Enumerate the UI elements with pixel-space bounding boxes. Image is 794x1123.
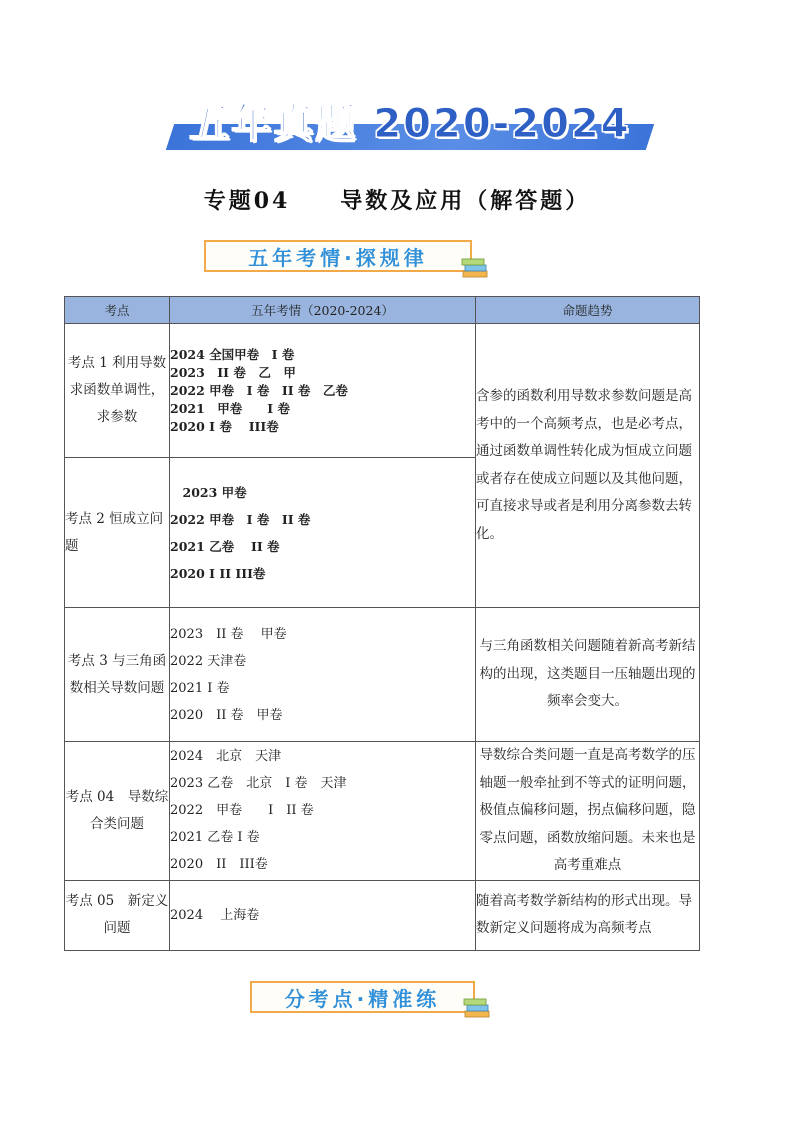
table-header-row	[65, 297, 700, 324]
year-line: 2023 II 卷 甲卷	[170, 626, 287, 642]
year-line: 2024 上海卷	[170, 907, 260, 923]
year-line: 2023 II 卷 乙 甲	[170, 364, 296, 380]
trend-cell: 随着高考数学新结构的形式出现。导数新定义问题将成为高频考点	[476, 880, 700, 950]
year-line: 2022 甲卷 I 卷 II 卷 乙卷	[170, 382, 348, 398]
year-line: 2022 甲卷 I II 卷	[170, 803, 314, 819]
books-icon	[460, 258, 490, 280]
table-row	[65, 324, 700, 458]
year-line: 2021 乙卷 II 卷	[170, 538, 280, 554]
year-line: 2020 I 卷 III卷	[170, 418, 279, 434]
section-tag-overview-label: 五年考情·探规律	[248, 245, 428, 270]
header-kaodian: 考点	[65, 297, 170, 324]
section-tag-practice	[250, 981, 475, 1013]
year-line: 2020 II 卷 甲卷	[170, 707, 283, 723]
year-line: 2020 II III卷	[170, 857, 268, 873]
kaodian-cell: 考点 04 导数综合类问题	[65, 742, 170, 881]
document-title: 专题04 导数及应用（解答题）	[203, 188, 591, 214]
table-row	[65, 880, 700, 950]
books-icon	[462, 998, 492, 1020]
kaodian-cell: 考点 3 与三角函数相关导数问题	[65, 608, 170, 742]
header-years: 五年考情（2020-2024）	[170, 297, 476, 324]
year-line: 2022 甲卷 I 卷 II 卷	[170, 511, 311, 527]
year-line: 2022 天津卷	[170, 653, 247, 669]
trend-cell: 导数综合类问题一直是高考数学的压轴题一般牵扯到不等式的证明问题，极值点偏移问题，拐点偏移问题，隐零点问题，函数放缩问题。未来也是高考重难点	[476, 742, 700, 881]
trend-cell: 含参的函数利用导数求参数问题是高考中的一个高频考点，也是必考点，通过函数单调性转化成为恒成立问题或者存在使成立问题以及其他问题，可直接求导或者是利用分离参数去转化。	[476, 324, 700, 608]
section-tag-practice-label: 分考点·精准练	[284, 986, 441, 1011]
banner-title: 五年真题 2020-2024	[189, 101, 631, 147]
year-line: 2023 甲卷	[170, 484, 247, 500]
section-tag-overview	[204, 240, 472, 272]
kaodian-cell: 考点 2 恒成立问题	[65, 458, 170, 608]
years-cell	[170, 608, 476, 742]
year-line: 2024 全国甲卷 I 卷	[170, 346, 295, 362]
years-cell	[170, 458, 476, 608]
year-line: 2020 I II III卷	[170, 565, 266, 581]
years-cell	[170, 742, 476, 881]
trend-cell: 与三角函数相关问题随着新高考新结构的出现，这类题目一压轴题出现的频率会变大。	[476, 608, 700, 742]
year-line: 2021 甲卷 I 卷	[170, 400, 290, 416]
exam-overview-table	[64, 296, 700, 951]
year-line: 2024 北京 天津	[170, 749, 282, 765]
year-line: 2023 乙卷 北京 I 卷 天津	[170, 776, 347, 792]
table-row	[65, 742, 700, 881]
kaodian-cell: 考点 1 利用导数求函数单调性，求参数	[65, 324, 170, 458]
year-line: 2021 I 卷	[170, 680, 230, 696]
years-cell	[170, 324, 476, 458]
header-trend: 命题趋势	[476, 297, 700, 324]
kaodian-cell: 考点 05 新定义问题	[65, 880, 170, 950]
table-row	[65, 608, 700, 742]
year-line: 2021 乙卷 I 卷	[170, 830, 260, 846]
banner	[160, 92, 660, 156]
years-cell	[170, 880, 476, 950]
